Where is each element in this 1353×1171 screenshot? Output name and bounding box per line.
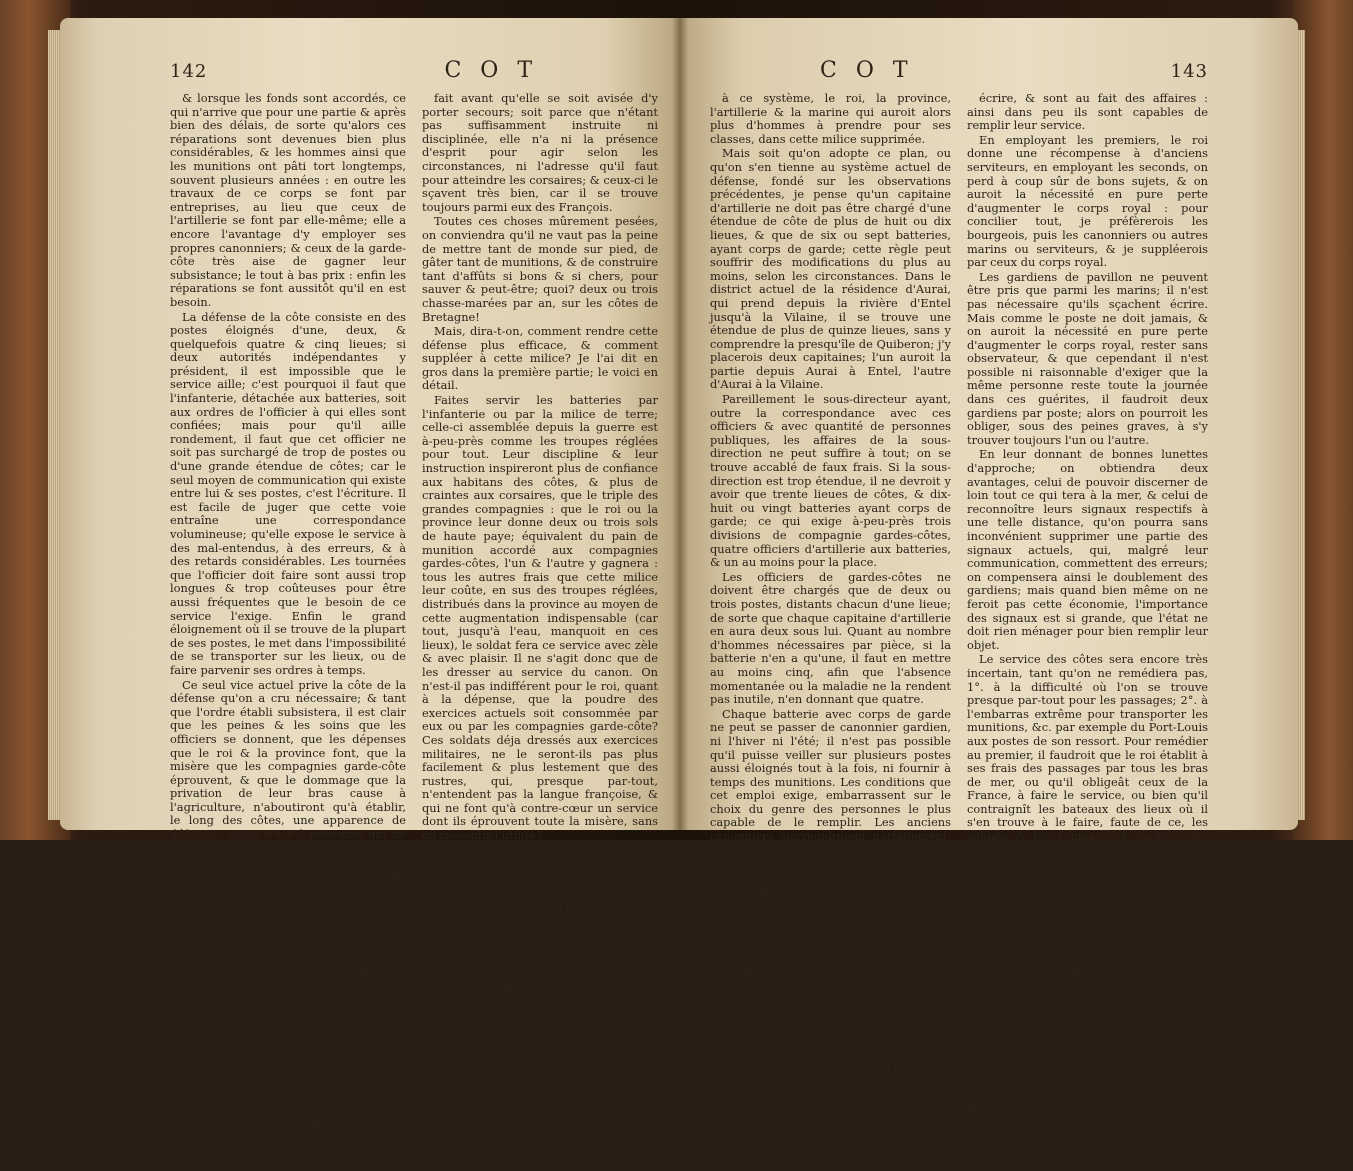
paragraph: A l'égard de la protection qu'elles donnent au commerce; il est de fait que sur cent bâtimens pris, environ quatre-vingt le sont en pleine mer ou hors de la protection des batteries; & que le reste se sauve par l'avis des signaux, ou bien est pris malgré les canons & leurs servants : soit parce qu'étant impossible d'obtenir qu'une telle milice fasse une garde assidue, il arrive que le coup est <box>170 992 406 1129</box>
paragraph: fait avant qu'elle se soit avisée d'y porter secours; soit parce que n'étant pas suffisamment instruite ni disciplinée, elle n'a ni la présence d'esprit pour agir selon les circonstances, ni l'adresse qu'il faut pour atteindre les corsaires; & ceux-ci le sçavent très bien, car il se trouve toujours parmi eux des François. <box>422 91 658 214</box>
left-page-header <box>170 58 658 92</box>
paragraph: La défense de la côte consiste en des postes éloignés d'une, deux, & quelquefois quatre & cinq lieues; si deux autorités indépendantes y président, il est impossible que le service aille; c'est pourquoi il faut que l'infanterie, détachée aux batteries, soit aux ordres de l'officier à qui elles sont confiées; mais pour qu'il aille rondement, il faut que cet officier ne soit pas surchargé de trop de postes ou d'une grande étendue de côtes; car le seul moyen de communication qui existe entre lui & ses postes, c'est l'écriture. Il est facile de juger que cette voie entraîne une correspondance volumineuse; qu'elle expose le service à des mal-entendus, à des erreurs, & à des retards considérables. Les tournées que l'officier doit faire sont aussi trop longues & trop coûteuses pour être aussi fréquentes que le besoin de ce service l'exige. Enfin le grand éloignement où il se trouve de la plupart de ses postes, le met dans l'impossibilité de se transporter sur les lieux, ou de faire parvenir ses ordres à temps. <box>170 309 406 677</box>
paragraph: à ce système, le roi, la province, l'artillerie & la marine qui auroit alors plus d'hommes à prendre pour ses classes, dans cette milice supprimée. <box>710 91 951 146</box>
right-page-header <box>710 58 1208 92</box>
paragraph: Ce seul vice actuel prive la côte de la défense qu'on a cru nécessaire; & tant que l'ordre établi subsistera, il est clair que les peines & les soins que les officiers se donnent, que les dépenses que le roi & la province font, que la misère que les compagnies garde-côte éprouvent, & que le dommage que la privation de leur bras cause à l'agriculture, n'aboutiront qu'à établir, le long des côtes, une apparence de défense : aussi n'est-il personne qui ne soit convaincu qu'un corsaire pourroit descendre impunément. <box>170 677 406 869</box>
paragraph: Faites servir les batteries par l'infanterie ou par la milice de terre; celle-ci assemblée depuis la guerre est à-peu-près comme les troupes réglées pour tout. Leur discipline & leur instruction inspireront plus de confiance aux habitans des côtes, & plus de craintes aux corsaires, que le triple des grandes compagnies : que le roi ou la province leur donne deux ou trois sols de haute paye; équivalent du pain de munition accordé aux compagnies gardes-côtes, l'un & l'autre y gagnera : tous les autres frais que cette milice leur coûte, en sus des troupes réglées, distribués dans la province au moyen de cette augmentation indispensable (car tout, jusqu'à l'eau, manquoit en ces lieux), le soldat fera ce service avec zèle & avec plaisir. Il ne s'agit donc que de les dresser au service du canon. On n'est-il pas indifférent pour le roi, quant à la dépense, que la poudre des exercices actuels soit consommée par eux ou par les compagnies garde-côte? Ces soldats déja dressés aux exercices militaires, ne le seront-ils pas plus facilement & plus lestement que des rustres, qui, presque par-tout, n'entendent pas la langue françoise, & qui ne font qu'à contre-cœur un service dont ils éprouvent toute la misère, sans en ressentir l'utilité? <box>422 393 658 843</box>
paragraph: En leur donnant de bonnes lunettes d'approche; on obtiendra deux avantages, celui de pouvoir discerner de loin tout ce qui tera à la mer, & celui de reconnoître leurs signaux respectifs à une telle distance, qu'on pourra sans inconvénient supprimer une partie des signaux actuels, qui, malgré leur communication, commettent des erreurs; on compensera ainsi le doublement des gardiens; mais quand bien même on ne feroit pas cette économie, l'importance des signaux est si grande, que l'état ne doit rien ménager pour bien remplir leur objet. <box>967 447 1208 652</box>
right-page-number: 143 <box>1170 61 1208 82</box>
right-page-columns <box>710 92 1208 1171</box>
left-page-column-1 <box>170 92 406 1129</box>
paragraph: Toutes ces choses mûrement pesées, on conviendra qu'il ne vaut pas la peine de mettre tant de monde sur pied, de gâter tant de munitions, & de construire tant d'affûts si bons & si chers, pour sauver & peut-être; quoi? deux ou trois chasse-marées par an, sur les côtes de Bretagne! <box>422 214 658 324</box>
right-running-head: C O T <box>820 58 914 83</box>
paragraph: Mais soit qu'on adopte ce plan, ou qu'on s'en tienne au système actuel de défense, fondé sur les observations précédentes, je pense qu'un capitaine d'artillerie ne doit pas être chargé d'une étendue de côte de plus de huit ou dix lieues, & que de six ou sept batteries, ayant corps de garde; cette règle peut souffrir des modifications du plus au moins, selon les circonstances. Dans le district actuel de la résidence d'Aurai, qui prend depuis la rivière d'Entel jusqu'à la Vilaine, il se trouve une étendue de plus de quinze lieues, sans y comprendre la presqu'île de Quiberon; j'y placerois deux capitaines; l'un auroit la partie depuis Aurai à Entel, l'autre d'Aurai à la Vilaine. <box>710 146 951 392</box>
paragraph: On peut se figurer la misère que doivent éprouver des gens confinés au bord de la côte, dans un port éloigné de toute habitation, sans solde; n'ayant qu'une livre & demie de pain, & dans un pays dépourvu de tout; ou du moins si cher, qu'il y faut beaucoup d'argent; & c'est ce qui manque à ces gens là. On leur dispute le bois, la chandelle, & les fournitures de lit : n'ayant qu'un gilet & une veste courte par-dessus, ils n'ont pas chaud, je pense, l'hiver : aussi aiment-ils mieux risquer la prison que de se rendre au poste ou d'y rester. <box>422 842 658 1034</box>
right-page-column-2 <box>967 92 1208 1171</box>
paragraph: On trouvera dans l'ordonnance du roi, du 13 décembre 1778, concernant les garde-côtes, tout <box>967 1129 1208 1171</box>
paragraph: Les gardiens de pavillon ne peuvent être pris que parmi les marins; il n'est pas nécessaire qu'ils sçachent écrire. Mais comme le poste ne doit jamais, & on auroit la nécessité en pure perte d'augmenter le corps royal, rester sans observateur, & que cependant il n'est possible ni raisonnable d'exiger que la même personne reste toute la journée dans ces guérites, il faudroit deux gardiens par poste; alors on pourroit les obliger, sous des peines graves, à s'y trouver toujours l'un ou l'autre. <box>967 269 1208 447</box>
paragraph: En employant les premiers, le roi donne une récompense à d'anciens serviteurs, en employant les seconds, on perd à coup sûr de bons sujets, & on auroit la nécessité en pure perte d'augmenter le corps royal : pour concilier tout, je préfèrerois les bourgeois, puis les canonniers ou autres marins ou serviteurs, & je suppléerois par ceux du corps royal. <box>967 132 1208 270</box>
left-page <box>60 18 680 1129</box>
paragraph: écrire, & sont au fait des affaires : ainsi dans peu ils sont capables de remplir leur service. <box>967 91 1208 133</box>
right-page-column-1 <box>710 92 951 1171</box>
paragraph: & lorsque les fonds sont accordés, ce qui n'arrive que pour une partie & après bien des délais, de sorte qu'alors ces réparations sont devenues bien plus considérables, & les hommes ainsi que les munitions ont pâti tort longtemps, souvent plusieurs années : en outre les travaux de ce corps se font par entreprises, au lieu que ceux de l'artillerie se font par elle-même; elle a encore l'avantage d'y employer ses propres canonniers; & ceux de la garde-côte très aise de gagner leur subsistance; le tout à bas prix : enfin les réparations se font aussitôt qu'il en est besoin. <box>170 91 406 309</box>
right-page <box>680 18 1298 1171</box>
paragraph: Pareillement le sous-directeur ayant, outre la correspondance avec ces officiers & avec quantité de personnes publiques, les affaires de la sous-direction ne peut suffire à tout; on se trouve accablé de faux frais. Si la sous-direction est trop étendue, il ne devroit y avoir que trente lieues de côtes, & dix-huit ou vingt batteries ayant corps de garde; ce qui exige à-peu-près trois divisions de compagnie gardes-côtes, quatre officiers d'artillerie aux batteries, & un au moins pour la place. <box>710 392 951 570</box>
paragraph: L'État auroit l'avantage d'avoir dans ses troupes, ou dans ses milices, des gens dressés pour l'artillerie, & qu'il pourroit employer au service ainsi que c'est son intention. Tout le monde gagneroit <box>422 1033 658 1116</box>
paragraph: Le service des côtes sera encore très incertain, tant qu'on ne remédiera pas, 1°. à la difficulté où l'on se trouve presque par-tout pour les passages; 2°. à l'embarras extrême pour transporter les munitions, &c. par exemple du Port-Louis aux postes de son ressort. Pour remédier au premier, il faudroit que le roi établit à ses frais des passages par tous les bras de mer, ou qu'il obligeât ceux de la France, à faire le service, ou bien qu'il contraignît les bateaux des lieux où il s'en trouve à le faire, faute de ce, les soldats & les compagnies gardes-côtes restent souvent deux jours sans joindre leurs postes; la circulation des lettres est interrompue; pour remédier au second, le roi pourroit affecter au service de l'artillerie & du génie, quelques-uns de ces bâtimens dont on ne manque pas dans ses ports; ou bien enjoindre au commandant des ports de les fournir à la réquisition des chefs de l'artillerie & du génie. Au lieu d'employer cette voie très simple, très prompte & moins coûteuse, puisque le roi tireroit au moins quelque service de plusieurs bras qui sont inutilement payés dans ses ports, on est obligé de fréter fort cher le bâtiment d'un particulier que l'on détourne de ses affaires, comme si le maître de la mer & celui de la terre n'étoient pas le même souverain. (art. de M. le chevalier de Fouffac, capitaine du corps de l'artillerie.) <box>967 652 1208 1129</box>
paragraph: L'année dernière 1781, la récolte n'ayant pu être toute battue, faute de bras, une partie a été perdue par les pluies qui sont survenues, & qui ont fait germer le bled empilé. Il est misérable de voir le long des côtes de Bretagne, sur-tout à Quiberon, les travaux de la campagne; il n'y a que les femmes qui les fassent dans ce dernier endroit. <box>170 868 406 992</box>
paragraph: Les officiers de gardes-côtes ne doivent être chargés que de deux ou trois postes, distants chacun d'une lieue; de sorte que chaque capitaine d'artillerie en aura deux sous lui. Quant au nombre d'hommes nécessaires par pièce, si la batterie n'en a qu'une, il faut en mettre au moins cinq, afin que l'absence momentanée ou la maladie ne la rendent pas inutile, n'en donnant que quatre. <box>710 569 951 707</box>
book-gutter <box>672 18 688 830</box>
left-page-column-2 <box>422 92 658 1129</box>
left-page-number: 142 <box>170 61 208 82</box>
paragraph: Mais, dira-t-on, comment rendre cette défense plus efficace, & comment suppléer à cette milice? Je l'ai dit en gros dans la première partie; le voici en détail. <box>422 324 658 393</box>
left-running-head: C O T <box>444 58 538 83</box>
paragraph: Chaque batterie avec corps de garde ne peut se passer de canonnier gardien, ni l'hiver ni l'été; il n'est pas possible qu'il puisse veiller sur plusieurs postes aussi éloignés tout à la fois, ni fournir à temps des munitions. Les conditions que cet emploi exige, embarrassent sur le choix du genre des personnes le plus capable de le remplir. Les anciens canonniers conviendroient parfaitement, si on pouvoit en trouver assez, & qui sçussent lire & écrire : ceux du corps royal conviennent bien; mais les soldats n'étant pas accoutumés à se conduire seuls, presque tous s'adonnent à la boisson, ce qui oblige à les changer souvent; d'où il résulte de fréquents inventaires qui détériorent les munitions; causent de la confusion dans les états, & laissent languir le service jusqu'à ce que le successeur se soit mis au fait : d'ailleurs comme ils n'entendent point le langage du pays, ils ne peuvent guère connoître ou se procurer les ressources qu'il peut offrir pour les travaux & pour la défense. Tous ces avantages se trouvent réunis dans les bons bourgeois des lieux; ils connoissent la mer, sçavent lire & <box>710 706 951 1102</box>
left-page-columns <box>170 92 658 1129</box>
